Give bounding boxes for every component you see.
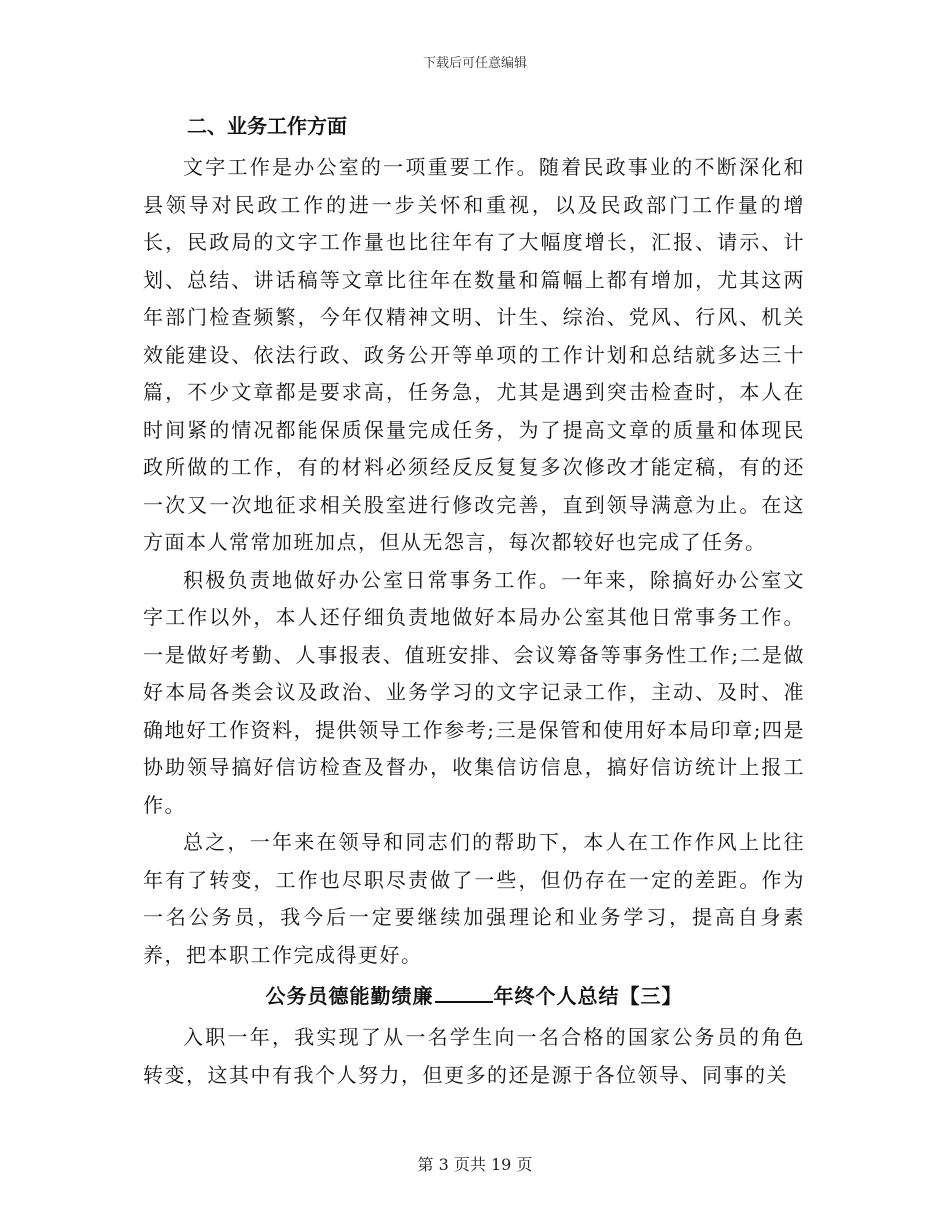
page-header: 下载后可任意编辑 bbox=[422, 56, 527, 71]
article-title-part2: 年终个人总结【三】 bbox=[493, 984, 683, 1008]
title-blank-line bbox=[435, 981, 493, 1003]
section-heading: 二、业务工作方面 bbox=[187, 114, 347, 138]
article-title-part1: 公务员德能勤绩廉 bbox=[265, 984, 434, 1008]
paragraph-summary: 总之，一年来在领导和同志们的帮助下，本人在工作作风上比往年有了转变，工作也尽职尽责做了一些，但仍存在一定的差距。作为一名公务员，我今后一定要继续加强理论和业务学习，提高自身素养，把本职工作完成得更好。 bbox=[143, 830, 805, 967]
page-footer: 第 3 页共 19 页 bbox=[417, 1155, 533, 1174]
paragraph-daily-affairs: 积极负责地做好办公室日常事务工作。一年来，除搞好办公室文字工作以外，本人还仔细负责地做好本局办公室其他日常事务工作。一是做好考勤、人事报表、值班安排、会议筹备等事务性工作;二是做好本局各类会议及政治、业务学习的文字记录工作，主动、及时、准确地好工作资料，提供领导工作参考;三是保管和使用好本局印章;四是协助领导搞好信访检查及督办，收集信访信息，搞好信访统计上报工作。 bbox=[143, 567, 805, 817]
document-body bbox=[143, 104, 805, 1094]
paragraph-writing-work: 文字工作是办公室的一项重要工作。随着民政事业的不断深化和县领导对民政工作的进一步关怀和重视，以及民政部门工作量的增长，民政局的文字工作量也比往年有了大幅度增长，汇报、请示、计划、总结、讲话稿等文章比往年在数量和篇幅上都有增加，尤其这两年部门检查频繁，今年仅精神文明、计生、综治、党风、行风、机关效能建设、依法行政、政务公开等单项的工作计划和总结就多达三十篇，不少文章都是要求高，任务急，尤其是遇到突击检查时，本人在时间紧的情况都能保质保量完成任务，为了提高文章的质量和体现民政所做的工作，有的材料必须经反反复复多次修改才能定稿，有的还一次又一次地征求相关股室进行修改完善，直到领导满意为止。在这方面本人常常加班加点，但从无怨言，每次都较好也完成了任务。 bbox=[143, 155, 805, 554]
article-title bbox=[143, 974, 805, 1019]
paragraph-intro: 入职一年，我实现了从一名学生向一名合格的国家公务员的角色转变，这其中有我个人努力，但更多的还是源于各位领导、同事的关 bbox=[143, 1025, 805, 1087]
